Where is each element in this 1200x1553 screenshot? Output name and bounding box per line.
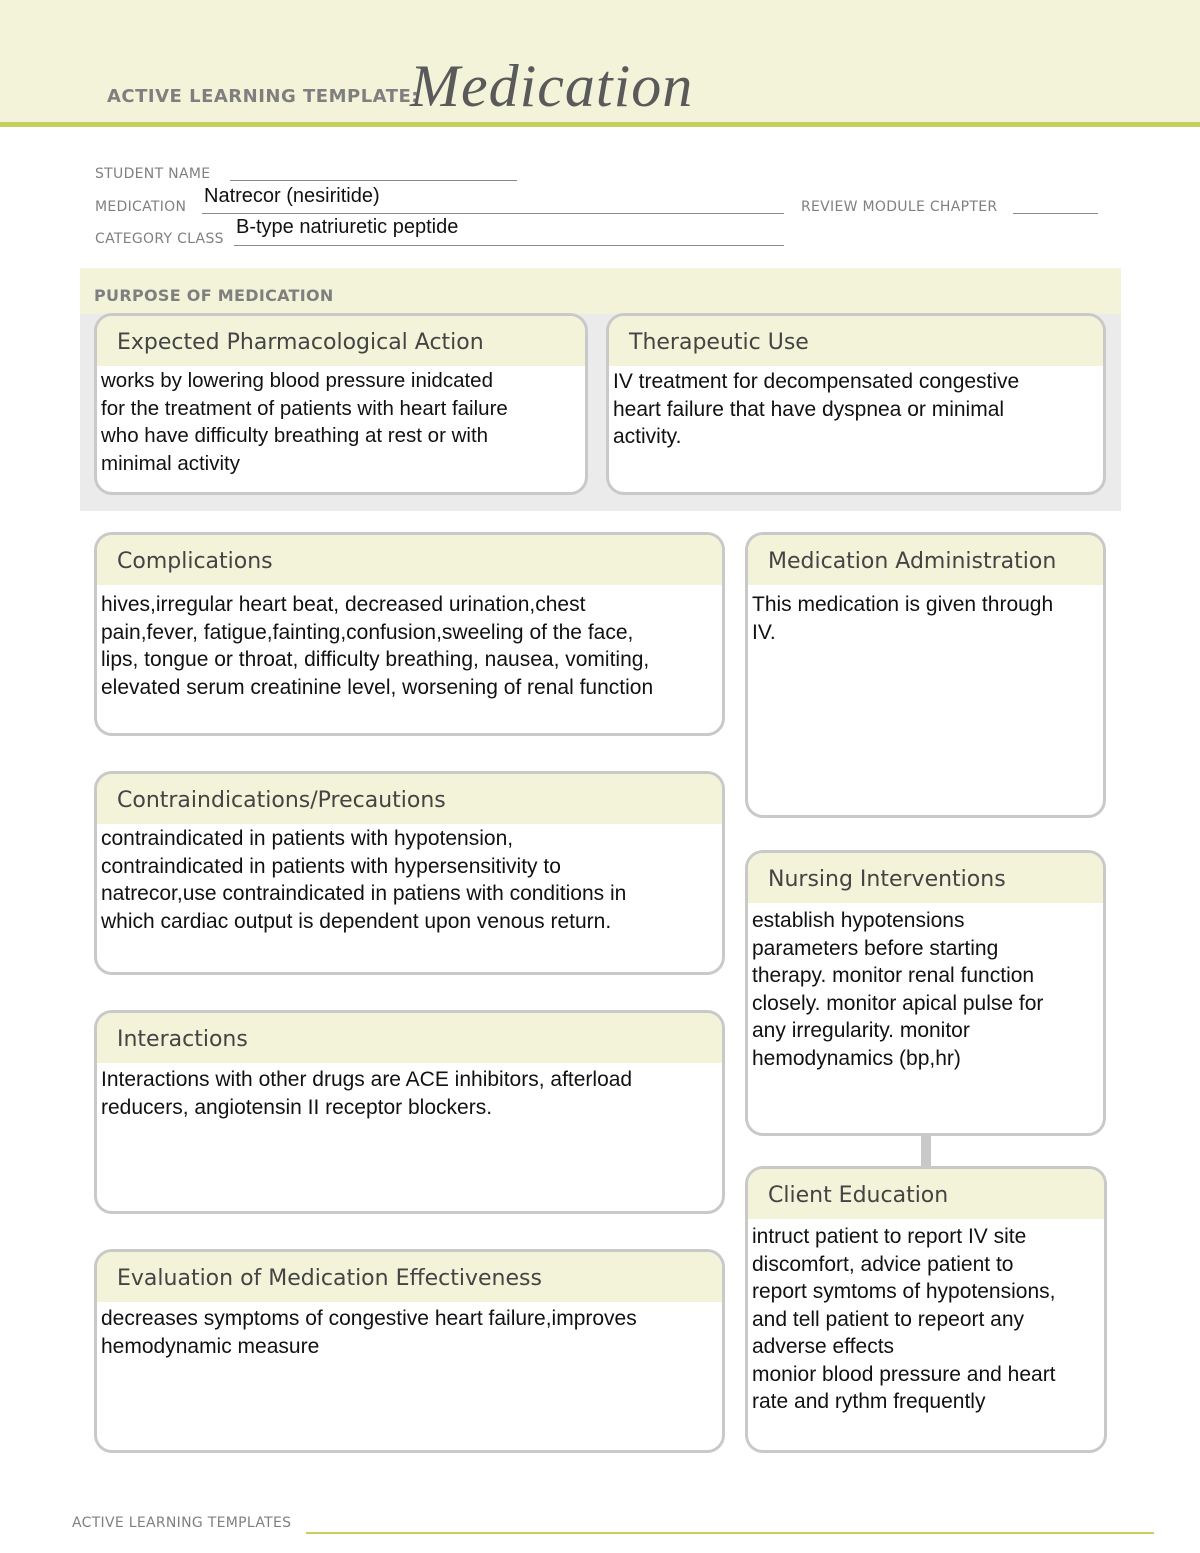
interactions-title: Interactions <box>117 1027 248 1052</box>
header-rule <box>0 122 1200 127</box>
template-label: ACTIVE LEARNING TEMPLATE: <box>107 86 419 107</box>
contraindications-header <box>97 774 722 824</box>
category-class-line <box>234 245 784 246</box>
medication-label: MEDICATION <box>95 199 187 215</box>
complications-title: Complications <box>117 549 273 574</box>
therapeutic-use-title: Therapeutic Use <box>629 330 809 355</box>
interactions-header <box>97 1013 722 1063</box>
complications-text[interactable]: hives,irregular heart beat, decreased urination,chest pain,fever, fatigue,fainting,confusion,sweeling of the face, lips, tongue or throat, difficulty breathing, nausea, vomiting, elevated serum creatinine level, worsening of renal function <box>101 593 654 699</box>
review-module-line <box>1013 213 1098 214</box>
evaluation-box <box>94 1249 725 1453</box>
therapeutic-use-header <box>609 316 1103 366</box>
purpose-title: PURPOSE OF MEDICATION <box>94 286 334 305</box>
client-education-header <box>748 1169 1104 1219</box>
contraindications-title: Contraindications/Precautions <box>117 788 446 813</box>
nursing-interventions-text[interactable]: establish hypotensions parameters before starting therapy. monitor renal function closely. monitor apical pulse for any irregularity. monitor hemodynamics (bp,hr) <box>752 909 1044 1070</box>
evaluation-title: Evaluation of Medication Effectiveness <box>117 1266 542 1291</box>
evaluation-header <box>97 1252 722 1302</box>
complications-header <box>97 535 722 585</box>
nursing-interventions-header <box>748 853 1103 903</box>
complications-box <box>94 532 725 736</box>
client-education-text[interactable]: intruct patient to report IV site discomfort, advice patient to report symtoms of hypotensions, and tell patient to repeort any adverse effects monior blood pressure and heart rate and rythm frequently <box>752 1225 1056 1413</box>
connector-bar <box>921 1134 931 1166</box>
footer-label: ACTIVE LEARNING TEMPLATES <box>72 1515 292 1531</box>
medication-administration-text[interactable]: This medication is given through IV. <box>752 593 1054 644</box>
expected-action-box <box>94 313 588 495</box>
medication-administration-header <box>748 535 1103 585</box>
contraindications-box <box>94 771 725 975</box>
expected-action-title: Expected Pharmacological Action <box>117 330 484 355</box>
expected-action-header <box>97 316 585 366</box>
nursing-interventions-box <box>745 850 1106 1136</box>
medication-administration-box <box>745 532 1106 818</box>
therapeutic-use-text[interactable]: IV treatment for decompensated congestive heart failure that have dyspnea or minimal activity. <box>613 370 1020 448</box>
medication-field[interactable]: Natrecor (nesiritide) <box>204 185 380 207</box>
page-title: Medication <box>410 53 694 119</box>
client-education-title: Client Education <box>768 1183 949 1208</box>
review-module-label: REVIEW MODULE CHAPTER <box>801 199 998 215</box>
nursing-interventions-title: Nursing Interventions <box>768 867 1006 892</box>
interactions-text[interactable]: Interactions with other drugs are ACE inhibitors, afterload reducers, angiotensin II receptor blockers. <box>101 1068 633 1119</box>
medication-line <box>202 213 784 214</box>
interactions-box <box>94 1010 725 1214</box>
category-class-label: CATEGORY CLASS <box>95 231 224 247</box>
therapeutic-use-box <box>606 313 1106 495</box>
client-education-box <box>745 1166 1107 1453</box>
expected-action-text[interactable]: works by lowering blood pressure inidcated for the treatment of patients with heart failure who have difficulty breathing at rest or with minimal activity <box>101 369 508 475</box>
student-name-line <box>230 180 517 181</box>
evaluation-text[interactable]: decreases symptoms of congestive heart failure,improves hemodynamic measure <box>101 1307 637 1358</box>
contraindications-text[interactable]: contraindicated in patients with hypotension, contraindicated in patients with hypersensitivity to natrecor,use contraindicated in patiens with conditions in which cardiac output is dependent upon venous return. <box>101 827 627 933</box>
footer-rule <box>306 1532 1154 1534</box>
medication-administration-title: Medication Administration <box>768 549 1057 574</box>
student-name-label: STUDENT NAME <box>95 166 211 182</box>
category-class-field[interactable]: B-type natriuretic peptide <box>236 216 459 238</box>
